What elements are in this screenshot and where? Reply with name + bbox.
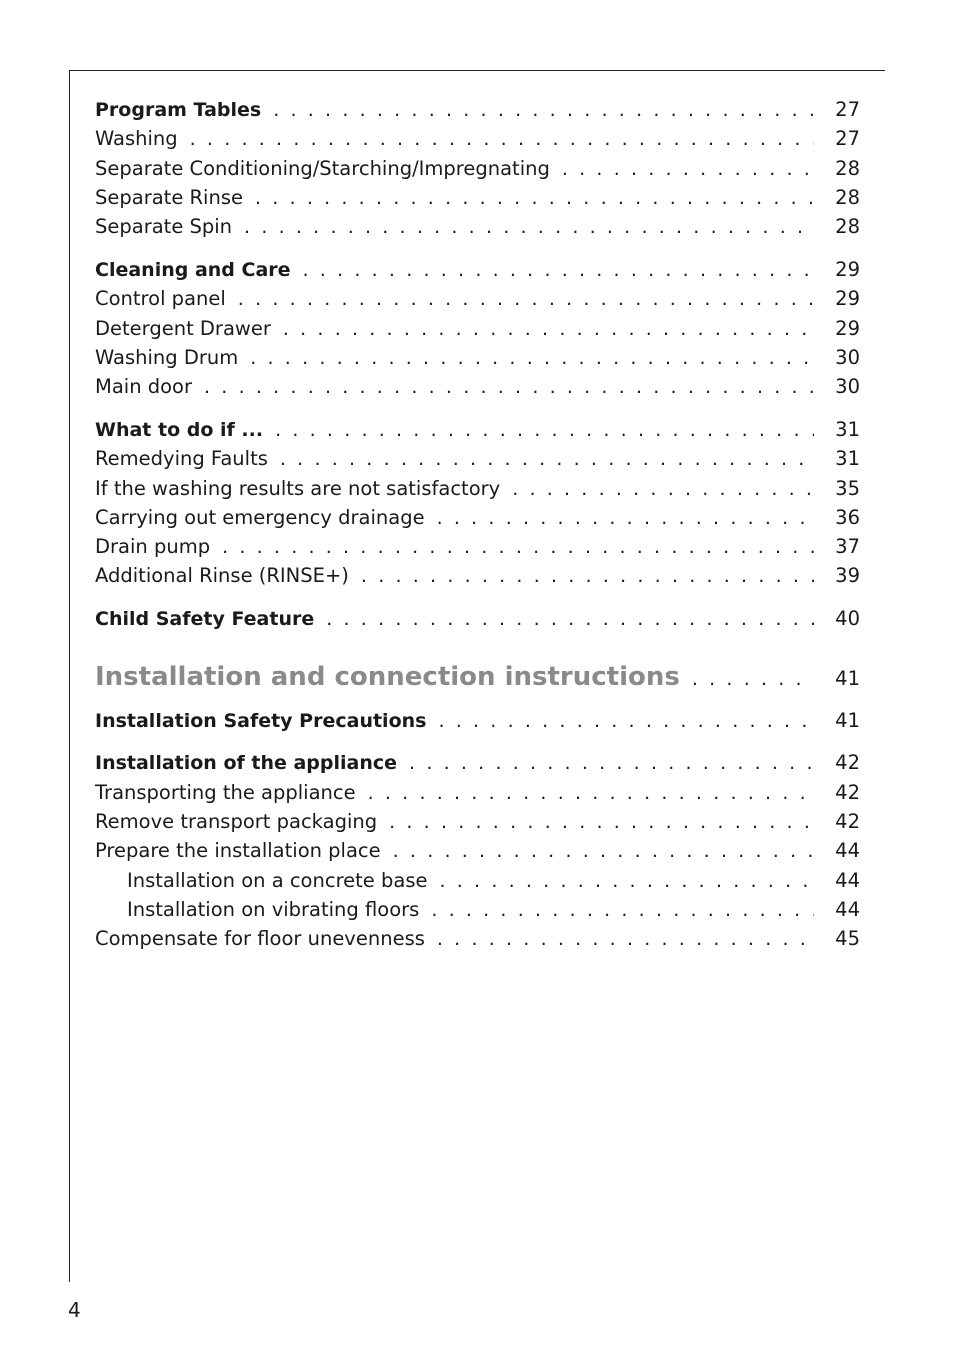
toc-heading-program-tables[interactable] xyxy=(95,95,860,124)
toc-page: 44 xyxy=(835,868,860,892)
toc-entry[interactable] xyxy=(95,924,860,953)
leader-dots xyxy=(562,155,814,184)
leader-dots xyxy=(439,867,814,896)
toc-title: Separate Spin xyxy=(95,215,233,239)
toc-title: Program Tables xyxy=(95,99,262,121)
toc-heading-what-to-do-if[interactable] xyxy=(95,415,860,444)
toc-entry[interactable] xyxy=(95,807,860,836)
toc-title: Installation on vibrating floors xyxy=(127,897,420,921)
toc-entry[interactable] xyxy=(95,154,860,183)
toc-page: 31 xyxy=(835,447,860,471)
toc-subentry[interactable] xyxy=(95,866,860,895)
toc-major-heading-installation[interactable] xyxy=(95,656,860,698)
toc-entry[interactable] xyxy=(95,284,860,313)
toc-title: Prepare the installation place xyxy=(95,839,381,863)
toc-page: 30 xyxy=(835,345,860,369)
toc-page: 45 xyxy=(835,927,860,951)
leader-dots xyxy=(692,658,814,700)
toc-title: Washing Drum xyxy=(95,345,239,369)
toc-heading-installation-appliance[interactable] xyxy=(95,748,860,777)
leader-dots xyxy=(409,749,814,778)
leader-dots xyxy=(273,96,814,125)
toc-entry[interactable] xyxy=(95,444,860,473)
leader-dots xyxy=(204,373,814,402)
toc-entry[interactable] xyxy=(95,212,860,241)
toc-page: 35 xyxy=(835,476,860,500)
toc-page: 39 xyxy=(835,564,860,588)
toc-entry[interactable] xyxy=(95,474,860,503)
top-rule xyxy=(69,70,885,71)
leader-dots xyxy=(431,896,814,925)
toc-page: 41 xyxy=(835,666,860,690)
toc-title: What to do if ... xyxy=(95,418,264,441)
toc-page: 27 xyxy=(835,127,860,151)
leader-dots xyxy=(222,533,814,562)
toc-page: 31 xyxy=(835,417,860,441)
toc-page: 41 xyxy=(835,708,860,732)
toc-page: 28 xyxy=(835,156,860,180)
toc-entry[interactable] xyxy=(95,343,860,372)
toc-entry[interactable] xyxy=(95,778,860,807)
toc-title: Drain pump xyxy=(95,535,211,559)
spacer xyxy=(95,735,860,749)
toc-page: 36 xyxy=(835,505,860,529)
toc-page: 27 xyxy=(835,98,860,121)
toc-page: 42 xyxy=(835,751,860,775)
toc-entry[interactable] xyxy=(95,836,860,865)
toc-title: Installation on a concrete base xyxy=(127,868,428,892)
leader-dots xyxy=(389,808,814,837)
leader-dots xyxy=(437,504,814,533)
toc-page: 37 xyxy=(835,535,860,559)
toc-page: 28 xyxy=(835,215,860,239)
toc-entry[interactable] xyxy=(95,503,860,532)
toc-page: 29 xyxy=(835,316,860,340)
toc-subentry[interactable] xyxy=(95,895,860,924)
toc-title: Installation and connection instructions xyxy=(95,661,680,692)
toc-title: Separate Conditioning/Starching/Impregnating xyxy=(95,156,550,180)
toc-title: Transporting the appliance xyxy=(95,780,356,804)
leader-dots xyxy=(250,344,814,373)
toc-title: Separate Rinse xyxy=(95,185,243,209)
toc-page: 40 xyxy=(835,607,860,631)
leader-dots xyxy=(283,315,814,344)
toc-title: Child Safety Feature xyxy=(95,608,315,631)
toc-entry[interactable] xyxy=(95,124,860,153)
leader-dots xyxy=(393,837,814,866)
toc-title: Washing xyxy=(95,127,178,151)
toc-page: 29 xyxy=(835,287,860,311)
leader-dots xyxy=(255,184,814,213)
toc-entry[interactable] xyxy=(95,372,860,401)
toc-page: 44 xyxy=(835,897,860,921)
left-rule xyxy=(69,70,70,1282)
leader-dots xyxy=(512,475,814,504)
spacer xyxy=(95,401,860,415)
toc-title: Additional Rinse (RINSE+) xyxy=(95,564,349,588)
toc-entry[interactable] xyxy=(95,183,860,212)
leader-dots xyxy=(368,779,814,808)
leader-dots xyxy=(437,925,814,954)
leader-dots xyxy=(361,562,814,591)
leader-dots xyxy=(303,256,814,285)
toc-page: 42 xyxy=(835,809,860,833)
toc-title: Control panel xyxy=(95,287,226,311)
toc-title: Installation Safety Precautions xyxy=(95,709,427,732)
leader-dots xyxy=(326,605,814,634)
toc-entry[interactable] xyxy=(95,532,860,561)
toc-entry[interactable] xyxy=(95,314,860,343)
toc-title: Detergent Drawer xyxy=(95,316,271,340)
page-number: 4 xyxy=(68,1298,81,1322)
toc-title: If the washing results are not satisfactory xyxy=(95,476,501,500)
leader-dots xyxy=(280,445,814,474)
toc-page: 42 xyxy=(835,780,860,804)
toc-title: Main door xyxy=(95,375,193,399)
spacer xyxy=(95,591,860,605)
toc-page: 29 xyxy=(835,257,860,281)
spacer xyxy=(95,241,860,255)
toc-title: Remove transport packaging xyxy=(95,809,378,833)
toc-title: Cleaning and Care xyxy=(95,258,291,281)
leader-dots xyxy=(438,707,814,736)
toc-title: Compensate for floor unevenness xyxy=(95,927,425,951)
toc-page: 30 xyxy=(835,375,860,399)
toc-title: Carrying out emergency drainage xyxy=(95,505,425,529)
toc-heading-child-safety[interactable] xyxy=(95,604,860,633)
leader-dots xyxy=(190,125,814,154)
leader-dots xyxy=(275,416,814,445)
toc-heading-cleaning-and-care[interactable] xyxy=(95,255,860,284)
toc-entry[interactable] xyxy=(95,561,860,590)
spacer xyxy=(95,634,860,656)
toc-page: 44 xyxy=(835,839,860,863)
toc-title: Remedying Faults xyxy=(95,447,268,471)
leader-dots xyxy=(244,213,814,242)
toc-title: Installation of the appliance xyxy=(95,752,398,775)
leader-dots xyxy=(238,285,814,314)
toc-heading-installation-safety[interactable] xyxy=(95,706,860,735)
table-of-contents xyxy=(95,95,860,953)
toc-page: 28 xyxy=(835,185,860,209)
